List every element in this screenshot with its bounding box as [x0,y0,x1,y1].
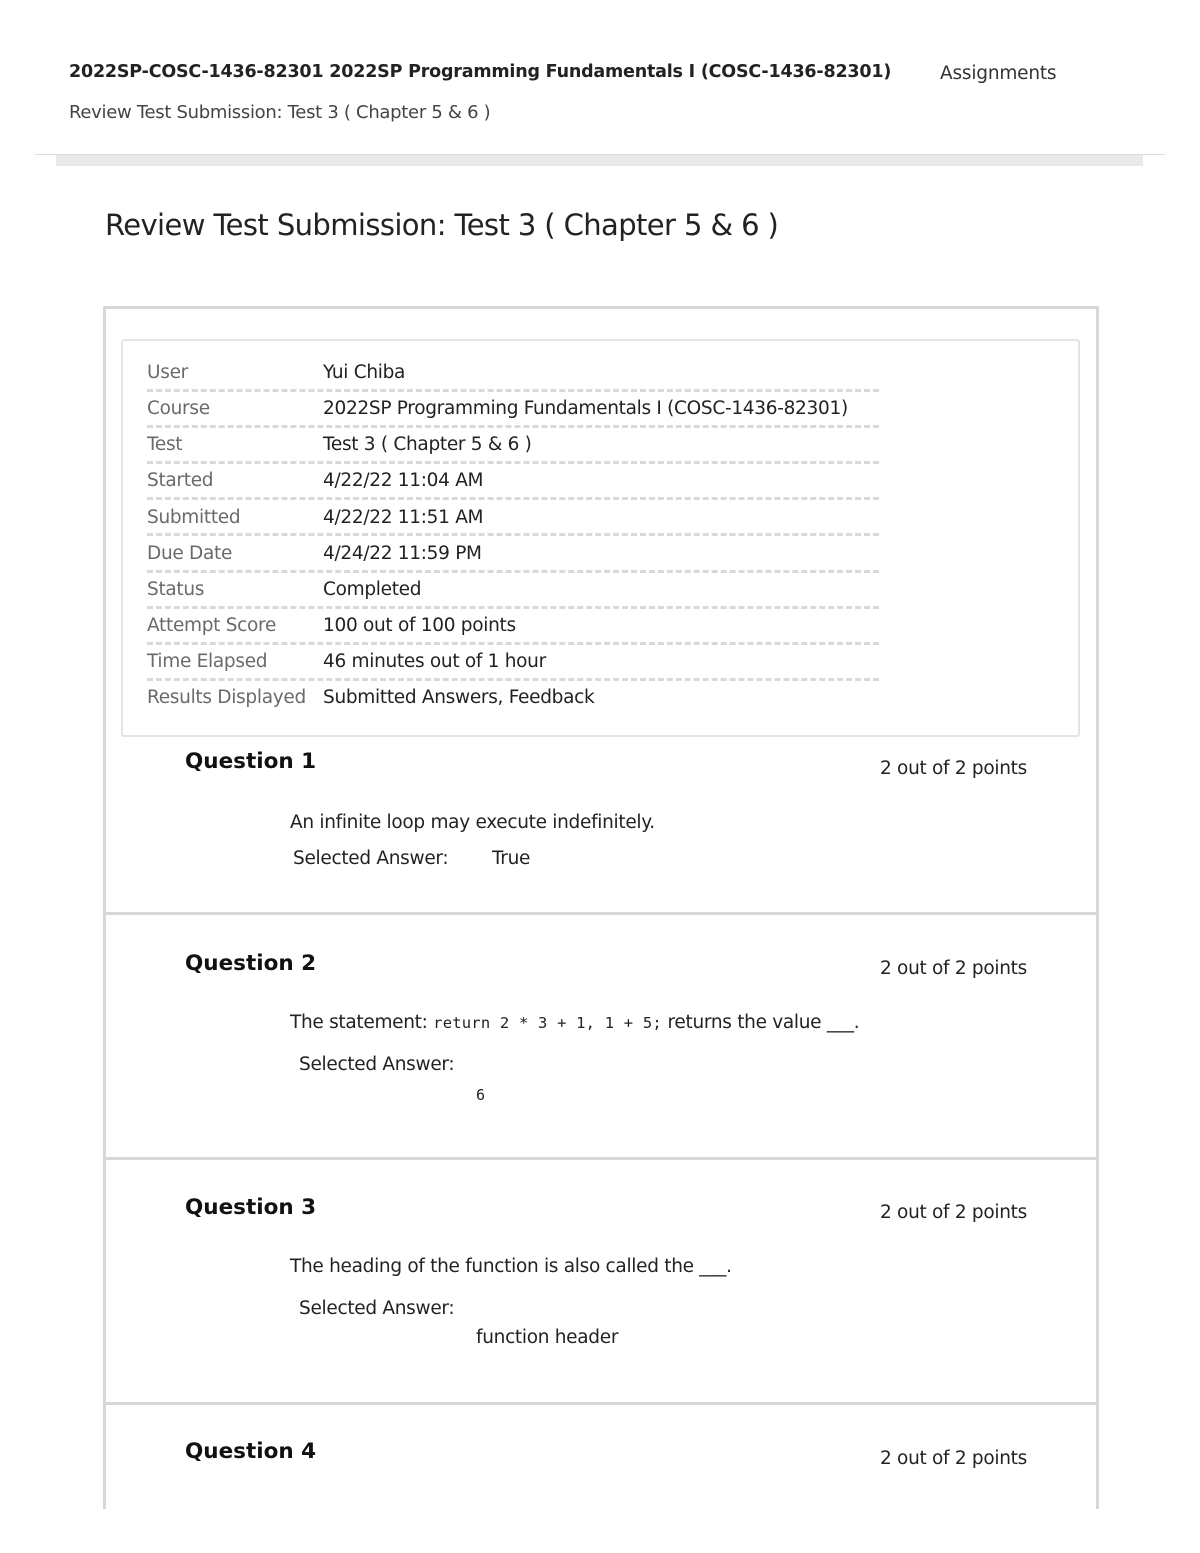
question-1-points: 2 out of 2 points [880,758,1027,779]
question-1-selected-label: Selected Answer: [293,848,449,869]
info-label: User [147,362,188,383]
info-value: Yui Chiba [323,362,406,383]
question-divider [103,1157,1099,1160]
info-value: 100 out of 100 points [323,615,516,636]
question-3-selected-label: Selected Answer: [299,1298,455,1319]
info-label: Results Displayed [147,687,306,708]
question-divider [103,912,1099,915]
question-2-title: Question 2 [185,951,317,976]
question-3-title: Question 3 [185,1195,317,1220]
question-2-text-before: The statement: [290,1012,434,1033]
info-label: Due Date [147,543,233,564]
question-4-title: Question 4 [185,1439,317,1464]
info-value: 4/24/22 11:59 PM [323,543,482,564]
info-value: Completed [323,579,422,600]
question-2-text-after: returns the value ___. [661,1012,860,1033]
question-2-selected-answer: 6 [476,1086,485,1104]
question-1-title: Question 1 [185,749,317,774]
info-divider [147,425,879,428]
info-divider [147,461,879,464]
info-value: 4/22/22 11:04 AM [323,470,484,491]
info-divider [147,389,879,392]
info-label: Test [147,434,183,455]
info-value: Submitted Answers, Feedback [323,687,595,708]
info-value: Test 3 ( Chapter 5 & 6 ) [323,434,532,455]
info-divider [147,497,879,500]
info-value: 46 minutes out of 1 hour [323,651,546,672]
question-3-text: The heading of the function is also called the ___. [290,1256,732,1277]
info-label: Course [147,398,210,419]
info-label: Status [147,579,205,600]
header-bar [56,155,1143,166]
question-divider [103,1402,1099,1405]
info-value: 4/22/22 11:51 AM [323,507,484,528]
info-divider [147,678,879,681]
info-divider [147,642,879,645]
breadcrumb-current-page: Review Test Submission: Test 3 ( Chapter 5 & 6 ) [69,102,491,123]
info-divider [147,533,879,536]
info-value: 2022SP Programming Fundamentals I (COSC-1436-82301) [323,398,848,419]
question-1-text: An infinite loop may execute indefinitely. [290,812,655,833]
question-4-points: 2 out of 2 points [880,1448,1027,1469]
question-2-code: return 2 * 3 + 1, 1 + 5; [433,1014,662,1032]
info-divider [147,570,879,573]
question-2-selected-label: Selected Answer: [299,1054,455,1075]
info-label: Started [147,470,214,491]
question-2-points: 2 out of 2 points [880,958,1027,979]
question-3-points: 2 out of 2 points [880,1202,1027,1223]
breadcrumb-assignments-link[interactable]: Assignments [940,63,1057,84]
info-label: Attempt Score [147,615,277,636]
question-1-selected-answer: True [492,848,531,869]
info-label: Submitted [147,507,241,528]
question-3-selected-answer: function header [476,1327,619,1348]
breadcrumb-course-link[interactable]: 2022SP-COSC-1436-82301 2022SP Programming Fundamentals I (COSC-1436-82301) [69,62,892,82]
info-label: Time Elapsed [147,651,268,672]
info-divider [147,606,879,609]
question-2-text [290,1012,859,1033]
page-title: Review Test Submission: Test 3 ( Chapter 5 & 6 ) [105,208,779,242]
